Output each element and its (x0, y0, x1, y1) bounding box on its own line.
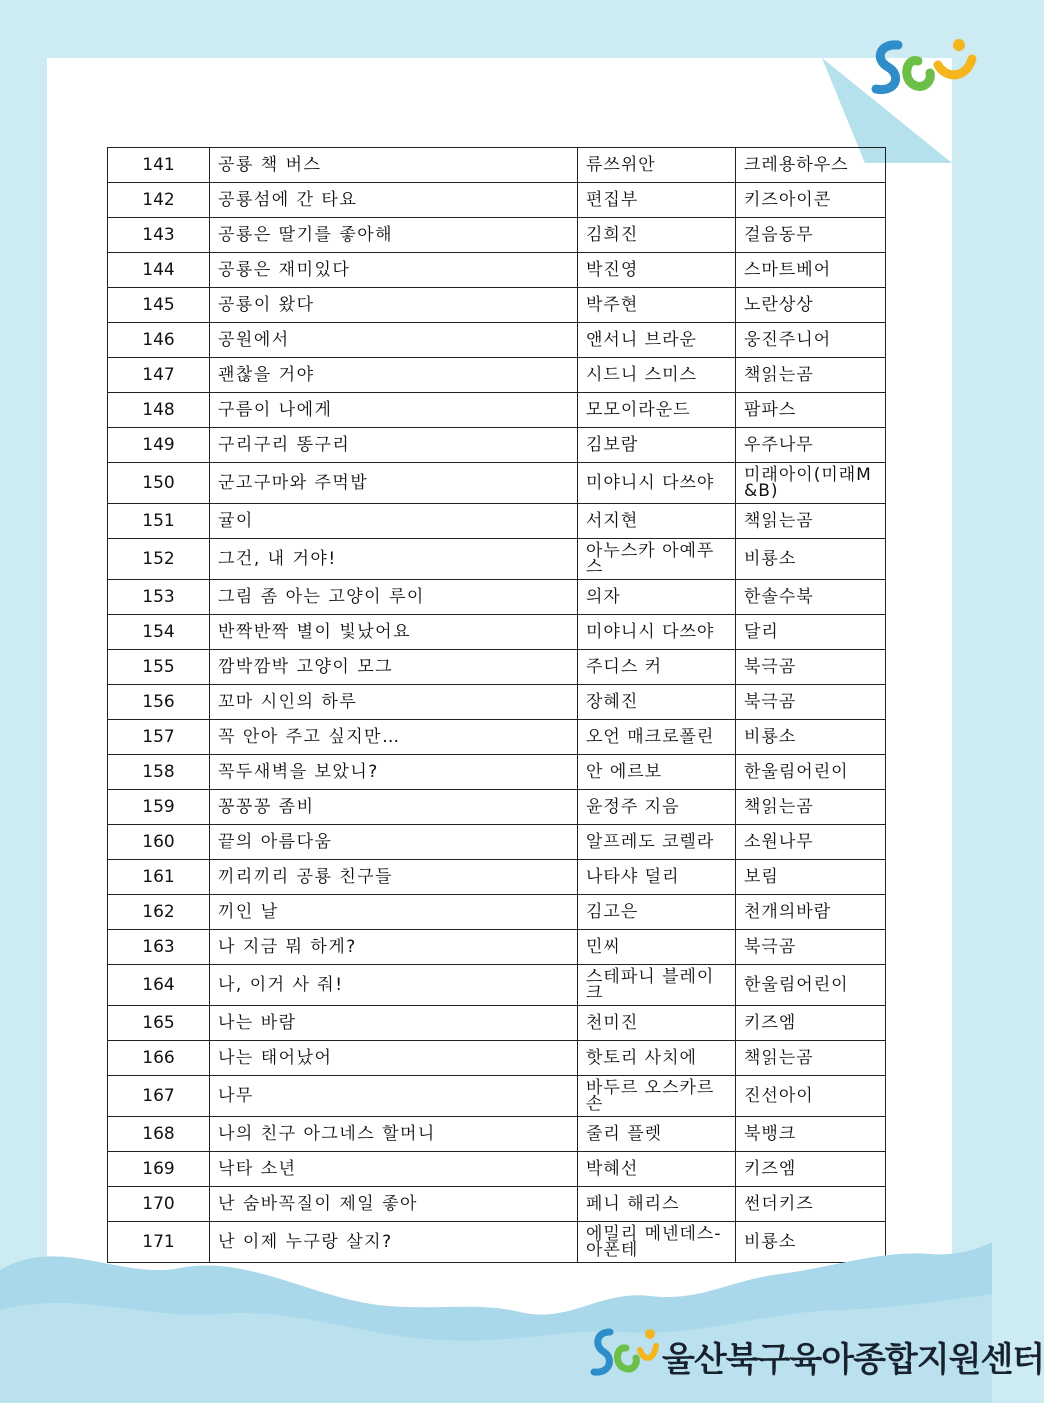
table-row (108, 428, 886, 463)
row-number: 158 (108, 755, 210, 790)
table-row (108, 895, 886, 930)
book-author: 시드니 스미스 (578, 358, 736, 393)
book-title: 꼭두새벽을 보았니? (210, 755, 578, 790)
table-row (108, 323, 886, 358)
center-logo-icon (866, 35, 978, 103)
book-publisher: 한울림어린이 (736, 755, 886, 790)
book-publisher: 비룡소 (736, 1222, 886, 1263)
book-publisher: 걸음동무 (736, 218, 886, 253)
book-title: 그림 좀 아는 고양이 루이 (210, 580, 578, 615)
book-publisher: 비룡소 (736, 720, 886, 755)
row-number: 157 (108, 720, 210, 755)
row-number: 146 (108, 323, 210, 358)
row-number: 148 (108, 393, 210, 428)
book-title: 나는 태어났어 (210, 1041, 578, 1076)
book-title: 공원에서 (210, 323, 578, 358)
table-row (108, 930, 886, 965)
book-publisher: 책읽는곰 (736, 358, 886, 393)
book-title: 나무 (210, 1076, 578, 1117)
table-row (108, 463, 886, 504)
book-title: 낙타 소년 (210, 1152, 578, 1187)
book-author: 나타샤 덜리 (578, 860, 736, 895)
book-publisher: 천개의바람 (736, 895, 886, 930)
table-row (108, 253, 886, 288)
book-publisher: 북극곰 (736, 685, 886, 720)
book-title: 공룡섬에 간 타요 (210, 183, 578, 218)
book-title: 귤이 (210, 504, 578, 539)
book-author: 김희진 (578, 218, 736, 253)
book-author: 천미진 (578, 1006, 736, 1041)
book-title: 나의 친구 아그네스 할머니 (210, 1117, 578, 1152)
book-author: 알프레도 코렐라 (578, 825, 736, 860)
table-row (108, 755, 886, 790)
row-number: 151 (108, 504, 210, 539)
book-author: 류쓰위안 (578, 148, 736, 183)
book-title: 난 숨바꼭질이 제일 좋아 (210, 1187, 578, 1222)
book-author: 미야니시 다쓰야 (578, 463, 736, 504)
book-author: 박혜선 (578, 1152, 736, 1187)
book-title: 군고구마와 주먹밥 (210, 463, 578, 504)
table-row (108, 148, 886, 183)
book-publisher: 북극곰 (736, 930, 886, 965)
book-author: 민씨 (578, 930, 736, 965)
book-publisher: 한솔수북 (736, 580, 886, 615)
row-number: 149 (108, 428, 210, 463)
row-number: 169 (108, 1152, 210, 1187)
book-publisher: 책읽는곰 (736, 1041, 886, 1076)
row-number: 171 (108, 1222, 210, 1263)
book-title: 공룡은 딸기를 좋아해 (210, 218, 578, 253)
book-title: 꽁꽁꽁 좀비 (210, 790, 578, 825)
row-number: 159 (108, 790, 210, 825)
book-publisher: 보림 (736, 860, 886, 895)
book-publisher: 미래아이(미래M&B) (736, 463, 886, 504)
table-row (108, 825, 886, 860)
table-row (108, 720, 886, 755)
book-author: 아누스카 아예푸스 (578, 539, 736, 580)
row-number: 154 (108, 615, 210, 650)
row-number: 145 (108, 288, 210, 323)
book-publisher: 썬더키즈 (736, 1187, 886, 1222)
row-number: 144 (108, 253, 210, 288)
book-list-table (107, 147, 886, 1263)
table-row (108, 183, 886, 218)
book-publisher: 책읽는곰 (736, 504, 886, 539)
book-author: 페니 해리스 (578, 1187, 736, 1222)
book-title: 꼬마 시인의 하루 (210, 685, 578, 720)
book-author: 장혜진 (578, 685, 736, 720)
book-title: 그건, 내 거야! (210, 539, 578, 580)
book-author: 편집부 (578, 183, 736, 218)
table-row (108, 790, 886, 825)
table-row (108, 580, 886, 615)
table-row (108, 1006, 886, 1041)
book-author: 박진영 (578, 253, 736, 288)
table-row (108, 615, 886, 650)
book-title: 끼인 날 (210, 895, 578, 930)
book-publisher: 키즈엠 (736, 1152, 886, 1187)
book-author: 바두르 오스카르손 (578, 1076, 736, 1117)
book-author: 의자 (578, 580, 736, 615)
book-title: 공룡이 왔다 (210, 288, 578, 323)
book-title: 괜찮을 거야 (210, 358, 578, 393)
footer-logo-icon (588, 1322, 658, 1386)
book-title: 끼리끼리 공룡 친구들 (210, 860, 578, 895)
book-title: 구리구리 똥구리 (210, 428, 578, 463)
book-title: 구름이 나에게 (210, 393, 578, 428)
table-row (108, 685, 886, 720)
row-number: 164 (108, 965, 210, 1006)
book-author: 박주현 (578, 288, 736, 323)
row-number: 167 (108, 1076, 210, 1117)
table-row (108, 358, 886, 393)
book-publisher: 팜파스 (736, 393, 886, 428)
row-number: 170 (108, 1187, 210, 1222)
table-row (108, 504, 886, 539)
book-author: 안 에르보 (578, 755, 736, 790)
book-title: 난 이제 누구랑 살지? (210, 1222, 578, 1263)
book-publisher: 웅진주니어 (736, 323, 886, 358)
row-number: 153 (108, 580, 210, 615)
table-row (108, 1187, 886, 1222)
book-title: 깜박깜박 고양이 모그 (210, 650, 578, 685)
book-publisher: 북극곰 (736, 650, 886, 685)
book-publisher: 달리 (736, 615, 886, 650)
table-row (108, 1117, 886, 1152)
table-row (108, 965, 886, 1006)
table-row (108, 650, 886, 685)
row-number: 161 (108, 860, 210, 895)
book-author: 김고은 (578, 895, 736, 930)
table-row (108, 1076, 886, 1117)
book-publisher: 크레용하우스 (736, 148, 886, 183)
book-publisher: 노란상상 (736, 288, 886, 323)
book-publisher: 비룡소 (736, 539, 886, 580)
row-number: 141 (108, 148, 210, 183)
book-title: 나 지금 뭐 하게? (210, 930, 578, 965)
book-author: 줄리 플렛 (578, 1117, 736, 1152)
table-row (108, 288, 886, 323)
book-author: 서지현 (578, 504, 736, 539)
table-row (108, 539, 886, 580)
table-row (108, 218, 886, 253)
book-author: 김보람 (578, 428, 736, 463)
book-publisher: 소원나무 (736, 825, 886, 860)
book-title: 나, 이거 사 줘! (210, 965, 578, 1006)
book-author: 주디스 커 (578, 650, 736, 685)
row-number: 163 (108, 930, 210, 965)
row-number: 168 (108, 1117, 210, 1152)
row-number: 166 (108, 1041, 210, 1076)
row-number: 150 (108, 463, 210, 504)
book-author: 오언 매크로폴린 (578, 720, 736, 755)
book-author: 앤서니 브라운 (578, 323, 736, 358)
book-author: 모모이라운드 (578, 393, 736, 428)
book-author: 스테파니 블레이크 (578, 965, 736, 1006)
center-name: 울산북구육아종합지원센터 (662, 1340, 1044, 1380)
table-row (108, 1152, 886, 1187)
book-author: 윤정주 지음 (578, 790, 736, 825)
book-author: 미야니시 다쓰야 (578, 615, 736, 650)
book-publisher: 책읽는곰 (736, 790, 886, 825)
row-number: 165 (108, 1006, 210, 1041)
row-number: 143 (108, 218, 210, 253)
row-number: 160 (108, 825, 210, 860)
row-number: 147 (108, 358, 210, 393)
book-publisher: 진선아이 (736, 1076, 886, 1117)
book-publisher: 한울림어린이 (736, 965, 886, 1006)
book-title: 나는 바람 (210, 1006, 578, 1041)
book-title: 공룡 책 버스 (210, 148, 578, 183)
row-number: 156 (108, 685, 210, 720)
book-author: 핫토리 사치에 (578, 1041, 736, 1076)
book-title: 끝의 아름다움 (210, 825, 578, 860)
row-number: 155 (108, 650, 210, 685)
book-publisher: 키즈아이콘 (736, 183, 886, 218)
book-title: 반짝반짝 별이 빛났어요 (210, 615, 578, 650)
book-publisher: 스마트베어 (736, 253, 886, 288)
table-row (108, 1041, 886, 1076)
row-number: 142 (108, 183, 210, 218)
book-publisher: 우주나무 (736, 428, 886, 463)
row-number: 162 (108, 895, 210, 930)
book-author: 에밀리 메넨데스-아폰테 (578, 1222, 736, 1263)
table-row (108, 860, 886, 895)
row-number: 152 (108, 539, 210, 580)
book-title: 꼭 안아 주고 싶지만… (210, 720, 578, 755)
book-publisher: 북뱅크 (736, 1117, 886, 1152)
book-publisher: 키즈엠 (736, 1006, 886, 1041)
book-title: 공룡은 재미있다 (210, 253, 578, 288)
table-row (108, 393, 886, 428)
